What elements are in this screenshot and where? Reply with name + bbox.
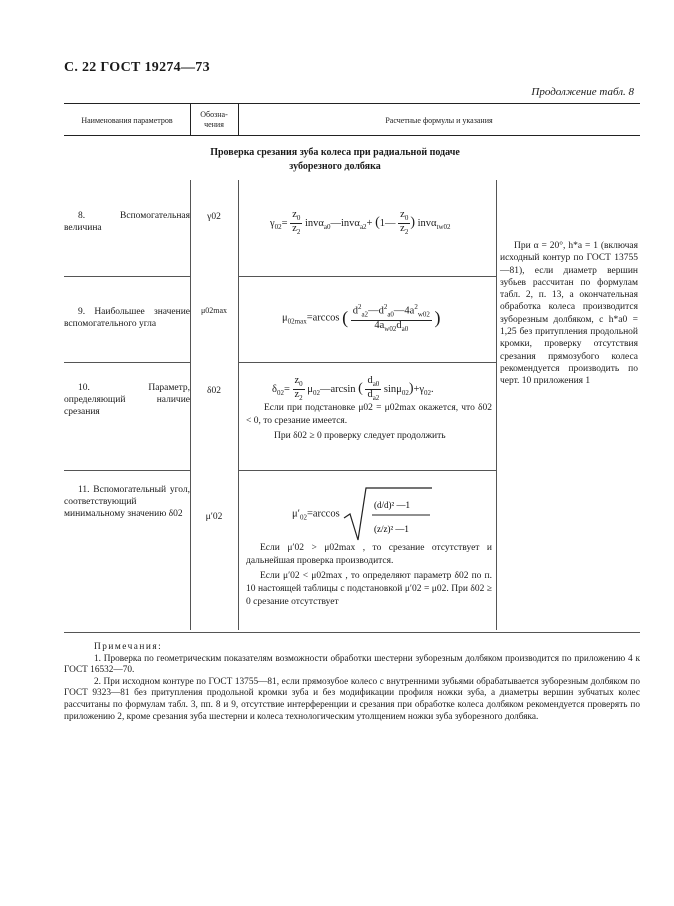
formula-10-note-1: Если при подстановке μ02 = μ02max окажется, что δ02 < 0, то срезание имеется. — [246, 403, 492, 426]
formula-11-note-2: Если μ′02 < μ02max , то определяют параметр δ02 по п. 10 настоящей таблицы с подстановкой μ′02 = μ02. При δ02 ≥ 0 срезание отсутствует — [246, 571, 492, 607]
sqrt-radical — [342, 484, 434, 544]
formula-8: $\gamma_{02}=$ $\frac{z_0}{z_2}$ invα$_{a0}$—invα$_{a2}$+ (1— $\frac{z_0}{z_2}$ ) invα$_{tw02}$ — [270, 209, 451, 237]
section-title-line-1: Проверка срезания зуба колеса при радиальной подаче — [210, 147, 460, 158]
param-name-11: 11. Вспомогательный угол, соответствующий минимальному значению δ02 — [64, 485, 190, 519]
section-title — [190, 146, 480, 174]
table-header-rule — [64, 135, 640, 136]
formula-11: $\mu'_{02}=\arccos$ (d/d)² —1 (z/z)² —1 — [292, 484, 434, 544]
note-1: 1. Проверка по геометрическим показателям возможности обработки шестерни зуборезным долбяком производится по приложению 4 к ГОСТ 16532—70. — [64, 653, 640, 676]
row-rule — [238, 362, 496, 363]
formula-10: $\delta_{02}=$ $\frac{z_0}{z_2}$ $\mu_{02}—\arcsin$ ( $\frac{d_{a0}}{d_{a2}}$ $\sin\mu_{02})+\gamma_{02}$. — [272, 375, 434, 403]
table-top-rule — [64, 103, 640, 104]
col-header-name: Наименования параметров — [81, 116, 173, 125]
param-name-8: 8. Вспомогательная величина — [64, 211, 190, 233]
svg-text:(z/z)² —1: (z/z)² —1 — [374, 524, 410, 534]
formula-9: $\mu_{02max}=\arccos$ ( $\frac{d^2_{a2}—d^2_{a0}—4a^2_{w02}}{4a_{w02}d_{a0}}$ ) — [282, 303, 441, 333]
row-rule — [238, 276, 496, 277]
body-col-divider-3 — [496, 180, 497, 630]
param-name-10: 10. Параметр, определяющий наличие срезания — [64, 383, 190, 417]
row-rule — [64, 470, 190, 471]
col-header-formula: Расчетные формулы и указания — [385, 116, 493, 125]
body-col-divider-2 — [238, 180, 239, 630]
formula-10-note-2: При δ02 ≥ 0 проверку следует продолжить — [274, 431, 446, 441]
param-symbol-8: γ02 — [207, 212, 221, 222]
row-rule — [64, 362, 190, 363]
row-rule — [64, 276, 190, 277]
param-symbol-11: μ′02 — [205, 512, 223, 522]
body-col-divider-1 — [190, 180, 191, 630]
col-header-symbol: Обозна- чения — [200, 110, 228, 129]
table-bottom-rule — [64, 632, 640, 633]
formula-11-note-1: Если μ′02 > μ02max , то срезание отсутствует и дальнейшая проверка производится. — [246, 543, 492, 566]
param-name-9: 9. Наибольшее значение вспомогательного угла — [64, 307, 190, 329]
continuation-label: Продолжение табл. 8 — [531, 86, 634, 98]
param-symbol-10: δ02 — [207, 386, 221, 396]
svg-text:(d/d)² —1: (d/d)² —1 — [374, 500, 411, 510]
section-title-line-2: зуборезного долбяка — [289, 161, 381, 172]
notes-title: Примечания: — [94, 642, 163, 652]
param-symbol-9: μ02max — [200, 306, 228, 315]
side-note: При α = 20°, h*a = 1 (включая исходный контур по ГОСТ 13755—81), если диаметр вершин зубьев рассчитан по формулам табл. 2, п. 13, а окончательная обработка колеса производится зуборезным долбяком, с h*a0 = 1,25 без притупления продольной кромки, проверку отсутствия срезания прямозубого колеса рекомендуется производить по черт. 10 приложения 1 — [500, 241, 638, 387]
row-rule — [238, 470, 496, 471]
notes-block — [64, 642, 640, 723]
page-header: С. 22 ГОСТ 19274—73 — [64, 60, 210, 75]
note-2: 2. При исходном контуре по ГОСТ 13755—81, если прямозубое колесо с внутренними зубьями обрабатывается зуборезным долбяком по ГОСТ 9323—81 без притупления продольной кромки зуба и без модификации профиля ножки зуба, а диаметры вершин зубчатых колес рассчитаны по формулам табл. 3, пп. 8 и 9, отсутствие интерференции и срезания при обработке колеса долбяком рекомендуется проверять по приложению 2, кроме срезания зуба шестерни и колеса технологическим утолщением ножки зуба зуборезного долбяка. — [64, 676, 640, 722]
